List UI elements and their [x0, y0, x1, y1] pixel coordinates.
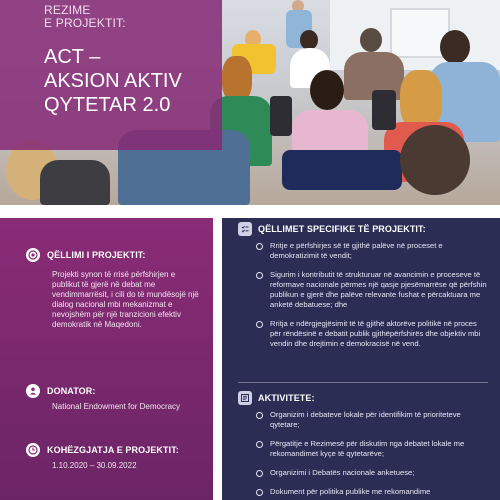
checklist-icon — [238, 222, 252, 236]
specific-goals-list — [256, 241, 488, 358]
kicker-line-2: E PROJEKTIT: — [44, 16, 126, 30]
hero-kicker — [44, 4, 214, 30]
list-item: Organizimi i Debatës nacionale anketuese; — [256, 468, 488, 478]
kicker-line-1: REZIME — [44, 3, 91, 17]
donor-icon — [26, 384, 40, 398]
hero-banner — [0, 0, 500, 205]
list-item: Dokument për politika publike me rekomandime — [256, 487, 488, 497]
duration-text: 1.10.2020 – 30.09.2022 — [52, 461, 137, 470]
page-title — [44, 45, 219, 117]
activities-heading: AKTIVITETE: — [258, 393, 315, 403]
list-item: Rritja e ndërgjegjësimit të të gjithë aktorëve politikë në proces për rëndësinë e debatit publik gjithëpërfshirës dhe objektiv mbi vendin dhe drejtimin e demokracisë në vend. — [256, 319, 488, 349]
donor-text: National Endowment for Democracy — [52, 402, 181, 411]
goal-heading: QËLLIMI I PROJEKTIT: — [47, 250, 146, 260]
title-line-1: ACT – — [44, 46, 101, 68]
title-panel — [0, 0, 222, 150]
list-item: Sigurim i kontributit të strukturuar në avancimin e proceseve të reformave nacionale përmes një qasje pjesëmarrëse që përfshin publikun e gjerë dhe palëve relevante fushat e përcaktuara me anketë debatuese; dhe — [256, 270, 488, 310]
title-line-2: AKSION AKTIV — [44, 70, 182, 92]
duration-heading: KOHËZGJATJA E PROJEKTIT: — [47, 445, 179, 455]
list-item: Organizim i debateve lokale për identifikim të prioriteteve qytetare; — [256, 410, 488, 430]
clock-icon — [26, 443, 40, 457]
title-line-3: QYTETAR 2.0 — [44, 94, 171, 116]
donor-heading: DONATOR: — [47, 386, 96, 396]
list-item: Rritje e përfshirjes së të gjithë palëve në proceset e demokratizimit të vendit; — [256, 241, 488, 261]
specific-goals-heading: QËLLIMET SPECIFIKE TË PROJEKTIT: — [258, 224, 426, 234]
target-icon — [26, 248, 40, 262]
activities-icon — [238, 391, 252, 405]
goal-text: Projekti synon të rrisë përfshirjen e publikut të gjerë në debat me vendimmarrësit, i cili do të mundësojë një dialog nacional mbi mekanizmat e nevojshëm për një tranzicioni efektiv demokratik në Maqedoni. — [52, 270, 199, 329]
list-item: Përgatitje e Rezimesë për diskutim nga debatet lokale me rekomandimet kyçe të qytetarëve; — [256, 439, 488, 459]
activities-list — [256, 410, 488, 500]
section-divider — [238, 382, 488, 383]
